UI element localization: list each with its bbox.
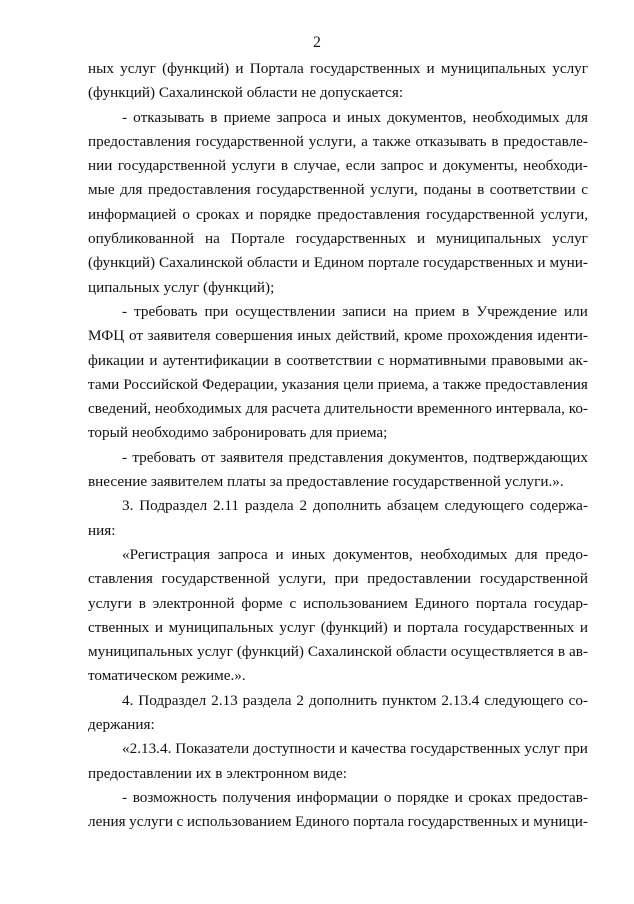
text-word: отказывать [415,132,487,150]
text-word: ственных [88,618,150,636]
text-word: порядке [259,205,312,223]
text-word: и [521,813,530,831]
text-word: ав- [568,643,588,661]
text-word: услуг [552,230,588,248]
text-word: о [182,205,191,223]
text-line [88,494,588,518]
text-word: о [383,788,392,806]
text-word: государ- [533,594,588,612]
text-word: в [138,594,146,612]
text-word: действий, [336,327,400,345]
text-word: раздела [244,497,294,515]
text-line [88,640,588,664]
text-word: документов, [333,545,413,563]
text-word: при [564,740,588,758]
text-word: также [372,132,411,150]
text-word: муниципальных [436,230,542,248]
text-word: в [280,157,288,175]
text-word: и [245,205,254,223]
text-word: с [377,351,385,369]
text-word: 2 [299,497,308,515]
text-word: МФЦ [88,327,125,345]
text-word: правовыми [491,351,564,369]
text-word: использованием [186,813,292,831]
text-word: необходимых [154,400,242,418]
text-word: следующего [484,691,564,709]
text-word: 3. [122,497,134,515]
text-line [88,713,588,737]
text-word: сроках [196,205,240,223]
text-word: и [537,254,546,272]
text-word: ления [88,813,126,831]
text-word: ставления [88,570,153,588]
text-word: документов, [387,108,467,126]
text-word: запрос [380,157,424,175]
text-word: государственной [256,181,365,199]
text-line [88,616,588,640]
text-word: 2.11 [212,497,239,515]
text-word: Учреждение [476,302,558,320]
text-line [88,373,588,397]
text-word: предоставления [317,205,421,223]
text-line [88,810,588,834]
text-word: портала [475,594,527,612]
text-word: и [417,230,426,248]
text-word: услуги, [278,570,327,588]
text-word: услуг [552,60,588,77]
text-word: в [557,643,565,661]
text-word: в [273,351,282,369]
text-word: томатическом режиме.». [88,667,246,685]
text-word: с [581,181,588,199]
text-line [88,470,588,494]
text-line [88,592,588,616]
text-word: заявителя [220,448,284,466]
text-word: тами [88,375,120,393]
text-word: аутентификации [162,351,269,369]
text-word: муни- [549,254,588,272]
text-word: услуги, [540,205,588,223]
text-word: документов, [388,448,468,466]
text-word: и [426,60,435,77]
text-word: фикации [88,351,145,369]
text-word: и [235,60,244,77]
text-line [88,664,588,688]
text-word: соответствии [286,351,373,369]
text-word: представления [288,448,384,466]
text-word: нормативными [389,351,487,369]
text-word: услуги [231,157,276,175]
text-word: «2.13.4. [122,740,172,758]
text-word: расчета [271,400,321,418]
text-word: Показатели [175,740,250,758]
text-word: форме [241,594,283,612]
text-word: информацией [88,205,177,223]
text-word: подтверждающих [473,448,588,466]
text-word: услуг [120,60,156,77]
text-word: (функций) Сахалинской области не допускается: [88,84,404,102]
text-word: и [301,254,310,272]
text-word: муниципальных [168,618,274,636]
text-word: ципальных услуг (функций); [88,278,275,296]
text-line [88,786,588,810]
text-word: Сахалинской [159,254,244,272]
text-word: при [204,302,229,320]
text-word: осуществлении [235,302,336,320]
text-line [88,276,588,300]
text-word: опубликованной [88,230,195,248]
text-word: мые [88,181,115,199]
text-word: портале [367,254,420,272]
text-word: содержа- [529,497,588,515]
text-word: в [491,132,499,150]
text-line [88,81,588,105]
text-word: на [393,302,408,320]
text-word: ных [88,60,114,77]
text-word: запроса [276,108,327,126]
text-line [88,519,588,543]
text-word: государственной [426,205,535,223]
text-word: порядке [397,788,449,806]
text-word: и [579,618,588,636]
text-word: услуги, [370,181,418,199]
text-word: 2 [296,691,305,709]
text-word: качества [351,740,407,758]
text-word: с [289,594,297,612]
text-word: и [332,108,341,126]
text-line [88,421,588,445]
text-word: государственной [195,132,304,150]
text-word: и [339,740,348,758]
text-word: или [564,302,588,320]
text-word: в [477,181,485,199]
text-word: государственной [161,570,270,588]
text-word: от [128,327,143,345]
text-line [88,397,588,421]
text-word: Едином [313,254,365,272]
text-word: услуги [129,813,173,831]
text-word: Портала [249,60,304,77]
text-word: требовать [134,302,198,320]
text-word: записи [342,302,387,320]
text-word: в [462,302,470,320]
text-word: государственной [479,570,588,588]
text-word: и [154,618,164,636]
text-word: иных [291,545,326,563]
text-word: услуг [279,618,316,636]
text-word: заявителя [147,327,211,345]
text-word: портала [407,618,459,636]
text-word: услуги, [308,132,357,150]
text-word: держания: [88,716,155,734]
text-word: пунктом [382,691,437,709]
text-word: с [176,813,184,831]
text-word: абзацем [386,497,439,515]
text-word: отказывать [133,108,205,126]
text-word: использованием [303,594,408,612]
text-word: услуг [524,740,561,758]
text-word: а [432,375,440,393]
text-word: дополнить [308,691,378,709]
text-word: приеме [223,108,271,126]
text-line [88,57,588,81]
text-word: совершения [215,327,293,345]
text-word: (функций) [162,60,230,77]
text-word: получения [222,788,291,806]
text-word: указания [281,375,340,393]
text-word: для [515,545,538,563]
text-line [88,446,588,470]
page-number: 2 [313,34,321,51]
text-word: также [443,375,482,393]
text-word: прием [414,302,456,320]
text-word: для [565,108,588,126]
text-word: Подраздел [139,497,208,515]
text-word: при [334,570,359,588]
text-word: Подраздел [138,691,207,709]
text-word: (функций) [88,254,156,272]
text-word: прохождения [447,327,533,345]
text-word: муниципальных [88,643,194,661]
text-word: предоставлении [367,570,472,588]
text-word: Сахалинской [307,643,392,661]
text-line [88,178,588,202]
text-word: области [247,254,298,272]
text-word: торый необходимо забронировать для приема; [88,424,388,442]
text-word: Федерации, [202,375,278,393]
text-word: осуществляется [450,643,554,661]
text-word: государственных [423,254,534,272]
text-word: ко- [568,400,588,418]
text-word: необходимых [472,108,560,126]
text-word: Портале [230,230,285,248]
text-line [88,543,588,567]
text-word: цели [343,375,374,393]
text-word: - [122,302,128,320]
text-word: иденти- [537,327,588,345]
text-word: доступности [253,740,336,758]
text-word: на [205,230,220,248]
text-word: (функций) [236,643,304,661]
text-word: сроках [468,788,512,806]
text-word: информации [296,788,379,806]
text-word: иных [297,327,332,345]
text-line [88,762,588,786]
text-word: (функций) [320,618,388,636]
text-word: требовать [132,448,196,466]
text-word: портала [352,813,405,831]
text-word: - [122,788,128,806]
text-word: области [395,643,447,661]
text-word: временного [416,400,492,418]
text-word: государственных [463,618,575,636]
text-word: государственных [309,60,421,77]
text-word: и [454,788,463,806]
text-word: ак- [568,351,588,369]
text-word: - [122,108,128,126]
text-word: муници- [533,813,588,831]
text-line [88,349,588,373]
text-line [88,300,588,324]
text-line [88,689,588,713]
text-word: государственных [295,230,407,248]
text-word: необходи- [523,157,588,175]
text-word: государственных [407,813,518,831]
text-word: если [345,157,376,175]
text-word: необходимых [420,545,508,563]
text-word: и [429,157,438,175]
text-word: и [149,351,158,369]
text-word: со- [568,691,588,709]
text-line [88,203,588,227]
text-word: услуги [88,594,132,612]
text-word: документы, [442,157,518,175]
text-word: электронной [152,594,235,612]
text-word: 4. [122,691,134,709]
text-word: сведений, [88,400,152,418]
text-word: «Регистрация [122,545,211,563]
text-word: 2.13.4 [441,691,480,709]
text-word: предо- [545,545,588,563]
text-line [88,567,588,591]
text-word: предоставления [88,132,191,150]
text-word: в [210,108,218,126]
text-word: предоставле- [503,132,588,150]
text-word: для [245,400,268,418]
text-word: от [200,448,215,466]
text-word: 2.13 [211,691,238,709]
text-word: запроса [217,545,268,563]
text-word: нии [88,157,113,175]
text-word: и [393,618,402,636]
text-word: услуг [197,643,233,661]
text-word: Единого [295,813,350,831]
text-word: и [275,545,284,563]
text-word: приема, [377,375,429,393]
text-word: муниципальных [440,60,547,77]
text-word: интервала, [495,400,565,418]
text-line [88,106,588,130]
text-word: кроме [404,327,443,345]
text-line [88,154,588,178]
text-line [88,130,588,154]
text-line [88,251,588,275]
text-word: предостав- [517,788,588,806]
text-line [88,227,588,251]
text-word: ния: [88,521,116,539]
text-word: предоставления [147,181,251,199]
document-body [88,57,588,835]
text-word: Единого [414,594,469,612]
text-line [88,324,588,348]
text-word: предоставления [485,375,588,393]
text-word: иных [346,108,381,126]
text-word: государственной [117,157,227,175]
text-word: раздела [242,691,292,709]
text-word: внесение заявителем платы за предоставление государственной услуги.». [88,473,564,491]
text-word: государственных [410,740,521,758]
text-word: длительности [324,400,414,418]
text-line [88,737,588,761]
text-word: для [120,181,143,199]
text-word: поданы [423,181,472,199]
text-word: возможность [132,788,217,806]
text-word: случае, [293,157,341,175]
text-word: соответствии [489,181,576,199]
text-word: следующего [444,497,524,515]
text-word: предоставлении их в электронном виде: [88,764,347,782]
text-word: а [361,132,368,150]
text-word: - [122,448,128,466]
text-word: Российской [123,375,199,393]
text-word: дополнить [312,497,382,515]
